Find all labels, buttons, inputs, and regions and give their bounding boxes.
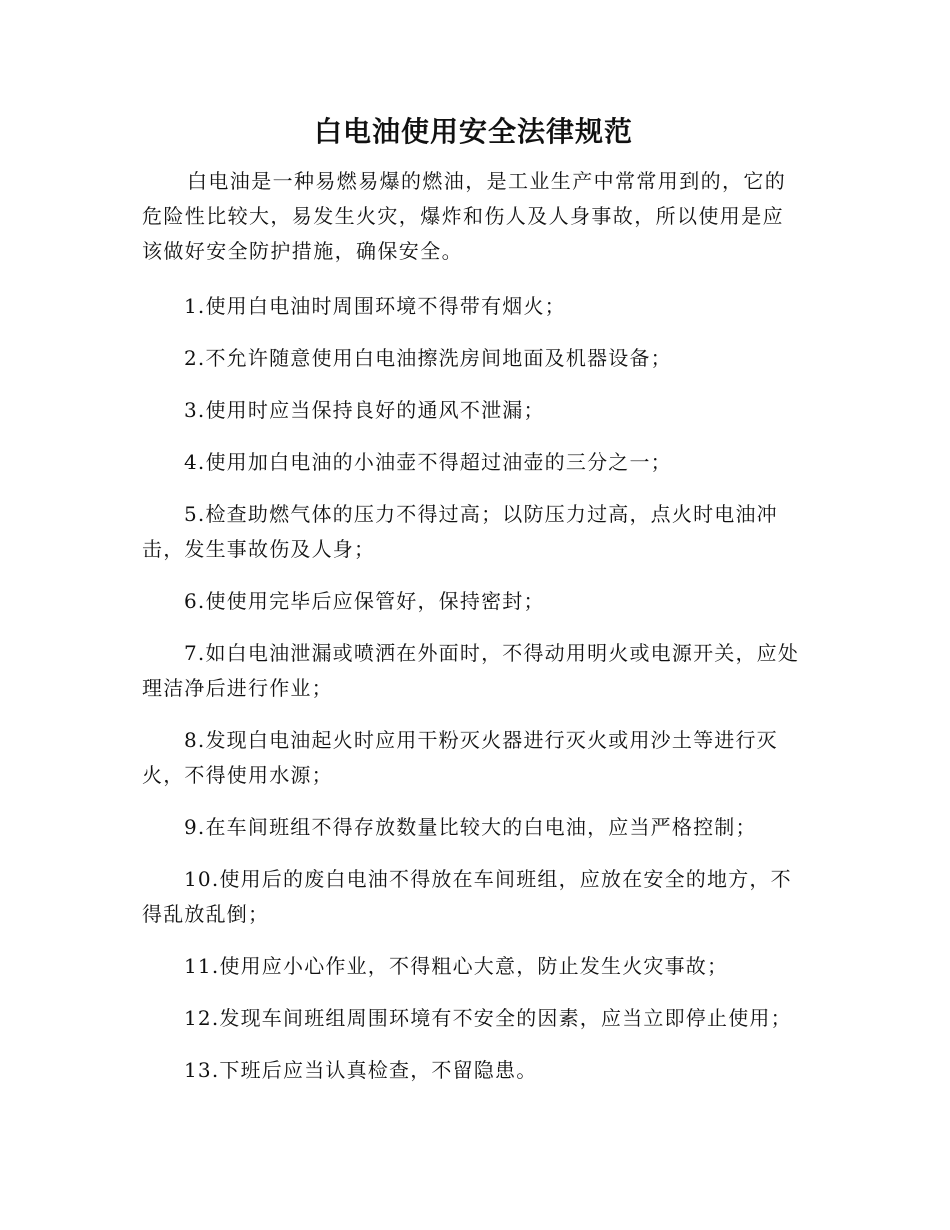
rule-item-6: 6.使使用完毕后应保管好，保持密封； xyxy=(184,589,545,613)
rule-item-1: 1.使用白电油时周围环境不得带有烟火； xyxy=(184,294,566,318)
rule-item-4: 4.使用加白电油的小油壶不得超过油壶的三分之一； xyxy=(184,450,672,474)
intro-paragraph: 白电油是一种易燃易爆的燃油，是工业生产中常常用到的，它的危险性比较大，易发生火灾，爆炸和伤人及人身事故，所以使用是应该做好安全防护措施，确保安全。 xyxy=(142,169,787,263)
rules-list xyxy=(142,289,805,1088)
rule-item-11: 11.使用应小心作业，不得粗心大意，防止发生火灾事故； xyxy=(184,954,729,978)
rule-item-7: 7.如白电油泄漏或喷洒在外面时，不得动用明火或电源开关，应处理洁净后进行作业； xyxy=(142,641,800,700)
rule-item-8: 8.发现白电油起火时应用干粉灭火器进行灭火或用沙土等进行灭火，不得使用水源； xyxy=(142,728,778,787)
rule-item-9: 9.在车间班组不得存放数量比较大的白电油，应当严格控制； xyxy=(184,815,757,839)
rule-item-10: 10.使用后的废白电油不得放在车间班组，应放在安全的地方，不得乱放乱倒； xyxy=(142,867,792,926)
rule-item-3: 3.使用时应当保持良好的通风不泄漏； xyxy=(184,398,545,422)
rule-item-12: 12.发现车间班组周围环境有不安全的因素，应当立即停止使用； xyxy=(184,1006,792,1030)
rule-item-13: 13.下班后应当认真检查，不留隐患。 xyxy=(184,1058,538,1082)
rule-item-2: 2.不允许随意使用白电油擦洗房间地面及机器设备； xyxy=(184,346,672,370)
rule-item-5: 5.检查助燃气体的压力不得过高；以防压力过高，点火时电油冲击，发生事故伤及人身； xyxy=(142,502,778,561)
document-title: 白电油使用安全法律规范 xyxy=(313,115,633,148)
